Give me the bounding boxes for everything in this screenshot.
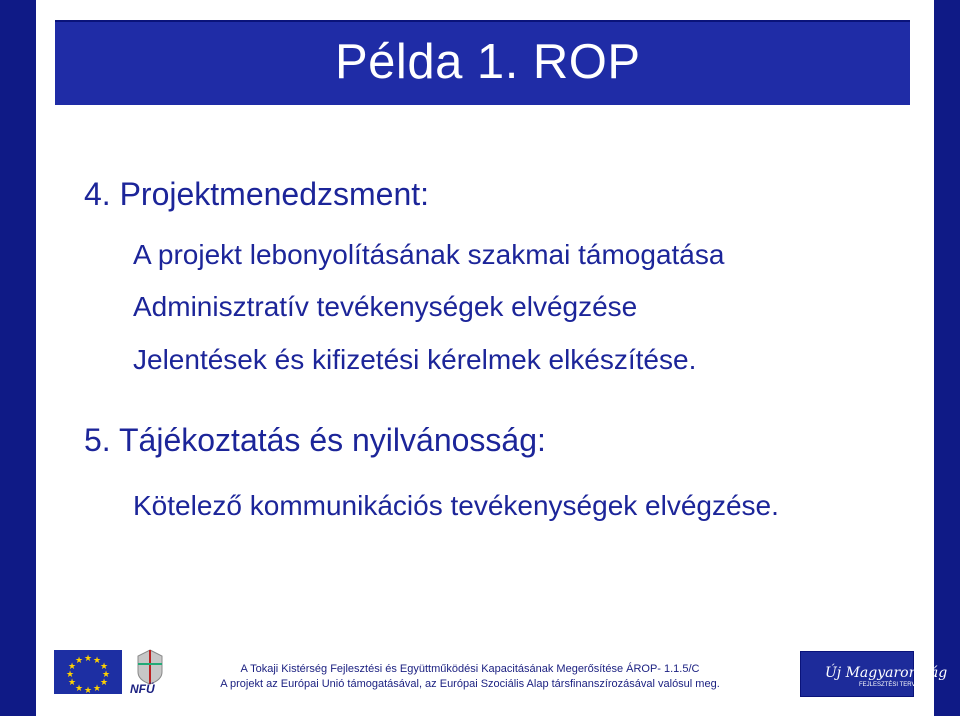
slide-title: Példa 1. ROP [335,35,641,89]
uj-logo-label: Új Magyarország [825,665,948,681]
nfu-label: NFÜ [130,682,155,696]
section-5-heading: 5. Tájékoztatás és nyilvánosság: [84,422,546,458]
section-4-item-1: A projekt lebonyolításának szakmai támogatása [133,239,725,270]
section-5-item-1: Kötelező kommunikációs tevékenységek elvégzése. [133,490,779,521]
eu-flag-icon: ★ ★ ★ ★ ★ ★ ★ ★ ★ ★ ★ ★ [54,650,122,694]
section-4-item-2: Adminisztratív tevékenységek elvégzése [133,291,638,322]
section-4-heading: 4. Projektmenedzsment: [84,176,430,212]
footer-line-1: A Tokaji Kistérség Fejlesztési és Együttműködési Kapacitásának Megerősítése ÁROP- 1.1.5/C [240,663,700,675]
footer-text [180,662,760,692]
footer-line-2: A projekt az Európai Unió támogatásával, az Európai Szociális Alap társfinanszírozásával valósul meg. [220,678,720,690]
section-4-item-3: Jelentések és kifizetési kérelmek elkészítése. [133,344,697,375]
uj-logo-sub: FEJLESZTÉSI TERV [859,682,916,688]
uj-magyarorszag-logo [800,651,948,697]
nfu-logo [128,648,173,698]
